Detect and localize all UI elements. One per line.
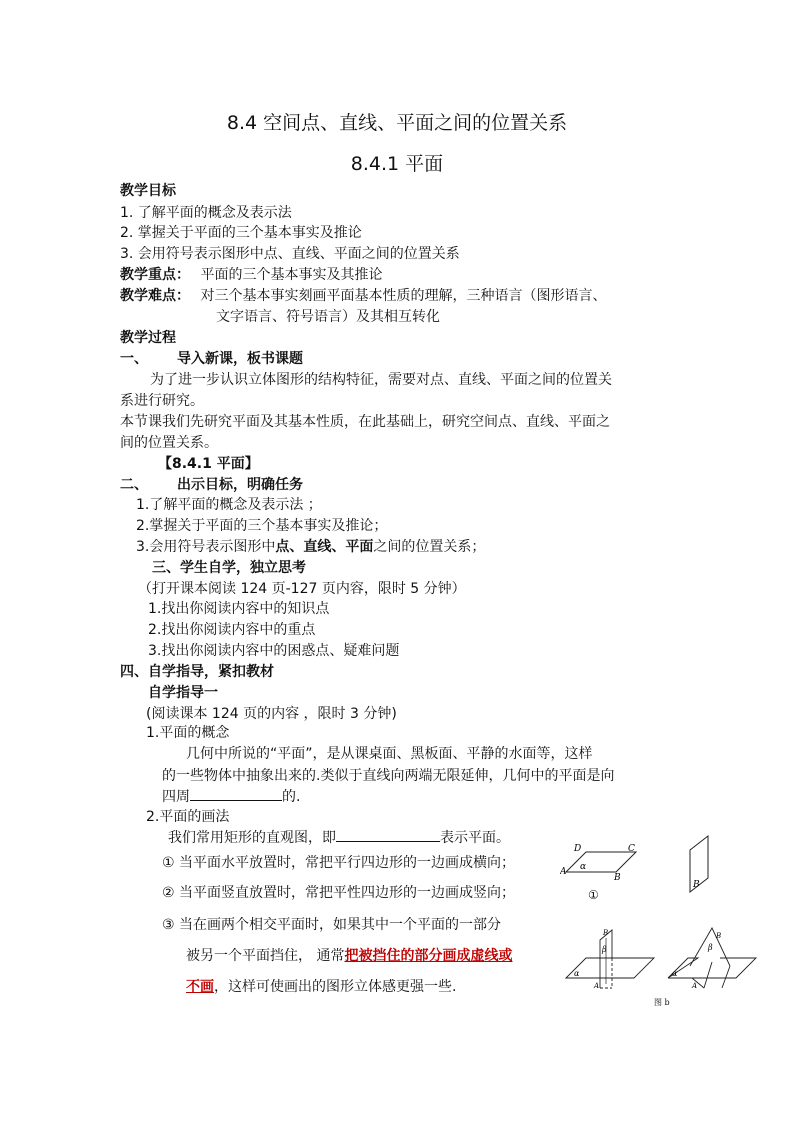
- svg-text:B: B: [693, 880, 700, 890]
- section-2-number: 二、: [120, 477, 148, 493]
- figure-number: ①: [588, 888, 599, 902]
- reading-note: （打开课本阅读 124 页-127 页内容，限时 5 分钟）: [138, 581, 466, 597]
- difficulty-text: 对三个基本事实刻画平面基本性质的理解，三种语言（图形语言、: [200, 288, 607, 304]
- page-title: 8.4 空间点、直线、平面之间的位置关系: [226, 112, 568, 134]
- section-3-title: 三、学生自学，独立思考: [152, 560, 306, 576]
- paragraph: 间的位置关系。: [120, 435, 218, 451]
- svg-text:B: B: [716, 932, 722, 940]
- key-text: 平面的三个基本事实及其推论: [200, 267, 383, 283]
- goals-heading: 教学目标: [120, 183, 176, 199]
- figure-caption: 图 b: [654, 998, 670, 1007]
- svg-text:A: A: [594, 982, 600, 990]
- svg-text:B: B: [603, 929, 609, 937]
- difficulty: [120, 285, 606, 305]
- paragraph: 系进行研究。: [120, 393, 204, 409]
- task-item: 1.找出你阅读内容中的知识点: [148, 601, 330, 617]
- task-item: 2.找出你阅读内容中的重点: [148, 622, 316, 638]
- difficulty-text-2: 文字语言、符号语言）及其相互转化: [216, 309, 440, 325]
- horizontal-plane-figure: [560, 842, 640, 880]
- goal-item: 3. 会用符号表示图形中点、直线、平面之间的位置关系: [120, 246, 460, 262]
- svg-text:A: A: [692, 982, 698, 990]
- subsection-label: 【8.4.1 平面】: [158, 456, 259, 472]
- section-1-title: 导入新课，板书课题: [177, 351, 303, 367]
- concept-heading: 2.平面的画法: [146, 809, 230, 825]
- paragraph: 几何中所说的“平面”，是从课桌面、黑板面、平静的水面等，这样: [186, 746, 593, 762]
- goal-item: 1. 了解平面的概念及表示法: [120, 205, 292, 221]
- svg-text:A: A: [560, 867, 567, 877]
- paragraph: 的一些物体中抽象出来的.类似于直线向两端无限延伸，几何中的平面是向: [162, 768, 615, 784]
- svg-text:β: β: [708, 943, 713, 952]
- intersecting-planes-figure-hidden: [664, 926, 764, 996]
- svg-text:α: α: [580, 862, 587, 872]
- svg-text:B: B: [614, 873, 621, 880]
- section-1-number: 一、: [120, 351, 148, 367]
- section-4-title: 四、自学指导，紧扣教材: [120, 664, 274, 680]
- paragraph-with-blank: 四周 的.: [162, 786, 300, 806]
- paragraph-with-blank: 我们常用矩形的直观图，即 表示平面。: [168, 827, 510, 847]
- vertical-plane-figure: [686, 832, 726, 896]
- rule-item: ① 当平面水平放置时，常把平行四边形的一边画成横向；: [162, 855, 515, 871]
- svg-text:α: α: [574, 969, 580, 978]
- goal-item: 2. 掌握关于平面的三个基本事实及推论: [120, 225, 362, 241]
- intersecting-planes-figure-dashed: [560, 926, 660, 996]
- svg-text:C: C: [628, 844, 635, 854]
- svg-text:D: D: [574, 844, 582, 854]
- task-item: 2.掌握关于平面的三个基本事实及推论；: [136, 518, 388, 534]
- svg-text:α: α: [672, 969, 678, 978]
- svg-text:β: β: [602, 945, 607, 954]
- task-item: 3.找出你阅读内容中的困惑点、疑难问题: [148, 643, 400, 659]
- reading-note: (阅读课本 124 页的内容 ，限时 3 分钟): [146, 706, 397, 722]
- guide-heading: 自学指导一: [148, 685, 218, 701]
- page-subtitle: 8.4.1 平面: [350, 153, 444, 175]
- paragraph: 本节课我们先研究平面及其基本性质，在此基础上，研究空间点、直线、平面之: [120, 414, 610, 430]
- fill-blank[interactable]: [336, 827, 440, 842]
- paragraph: 为了进一步认识立体图形的结构特征，需要对点、直线、平面之间的位置关: [150, 372, 612, 388]
- rule-item-cont: 不画，这样可使画出的图形立体感更强一些.: [186, 979, 457, 995]
- process-heading: 教学过程: [120, 330, 176, 346]
- rule-item-cont: 被另一个平面挡住， 通常把被挡住的部分画成虚线或: [186, 948, 513, 964]
- fill-blank[interactable]: [190, 786, 282, 801]
- rule-item: ③ 当在画两个相交平面时，如果其中一个平面的一部分: [162, 917, 501, 933]
- key-points: [120, 264, 382, 284]
- concept-heading: 1.平面的概念: [146, 725, 230, 741]
- difficulty-label: 教学难点：: [120, 288, 190, 304]
- key-label: 教学重点：: [120, 267, 190, 283]
- task-item: 3.会用符号表示图形中点、直线、平面之间的位置关系；: [136, 539, 486, 555]
- task-item: 1.了解平面的概念及表示法 ；: [136, 497, 322, 513]
- section-2-title: 出示目标，明确任务: [177, 477, 303, 493]
- rule-item: ② 当平面竖直放置时，常把平性四边形的一边画成竖向；: [162, 885, 515, 901]
